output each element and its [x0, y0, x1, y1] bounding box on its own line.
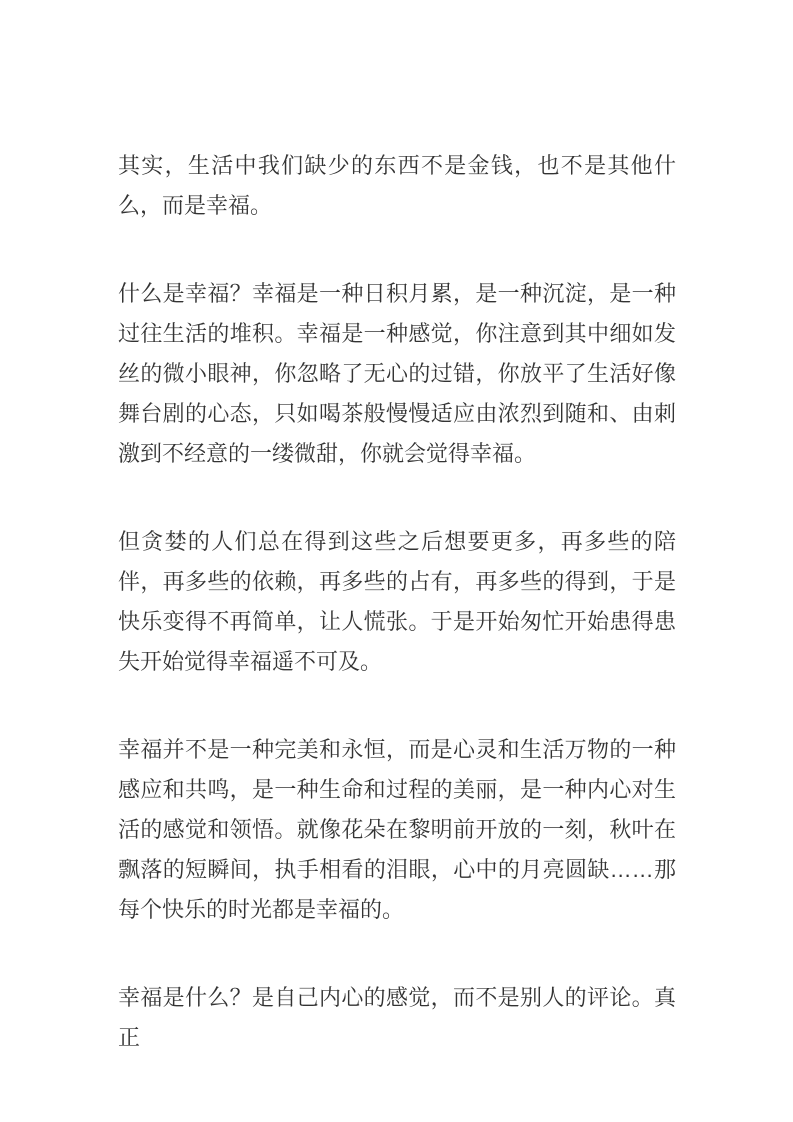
document-body [118, 146, 676, 1058]
paragraph: 什么是幸福？幸福是一种日积月累，是一种沉淀，是一种过往生活的堆积。幸福是一种感觉，你注意到其中细如发丝的微小眼神，你忽略了无心的过错，你放平了生活好像舞台剧的心态，只如喝茶般慢慢适应由浓烈到随和、由刺激到不经意的一缕微甜，你就会觉得幸福。 [118, 281, 676, 466]
paragraph: 幸福是什么？是自己内心的感觉，而不是别人的评论。真正 [118, 985, 676, 1050]
paragraph: 但贪婪的人们总在得到这些之后想要更多，再多些的陪伴，再多些的依赖，再多些的占有，再多些的得到，于是快乐变得不再简单，让人慌张。于是开始匆忙开始患得患失开始觉得幸福遥不可及。 [118, 529, 676, 674]
paragraph: 其实，生活中我们缺少的东西不是金钱，也不是其他什么，而是幸福。 [118, 153, 676, 218]
paragraph: 幸福并不是一种完美和永恒，而是心灵和生活万物的一种感应和共鸣，是一种生命和过程的美丽，是一种内心对生活的感觉和领悟。就像花朵在黎明前开放的一刻，秋叶在飘落的短瞬间，执手相看的泪眼，心中的月亮圆缺……那每个快乐的时光都是幸福的。 [118, 737, 676, 922]
